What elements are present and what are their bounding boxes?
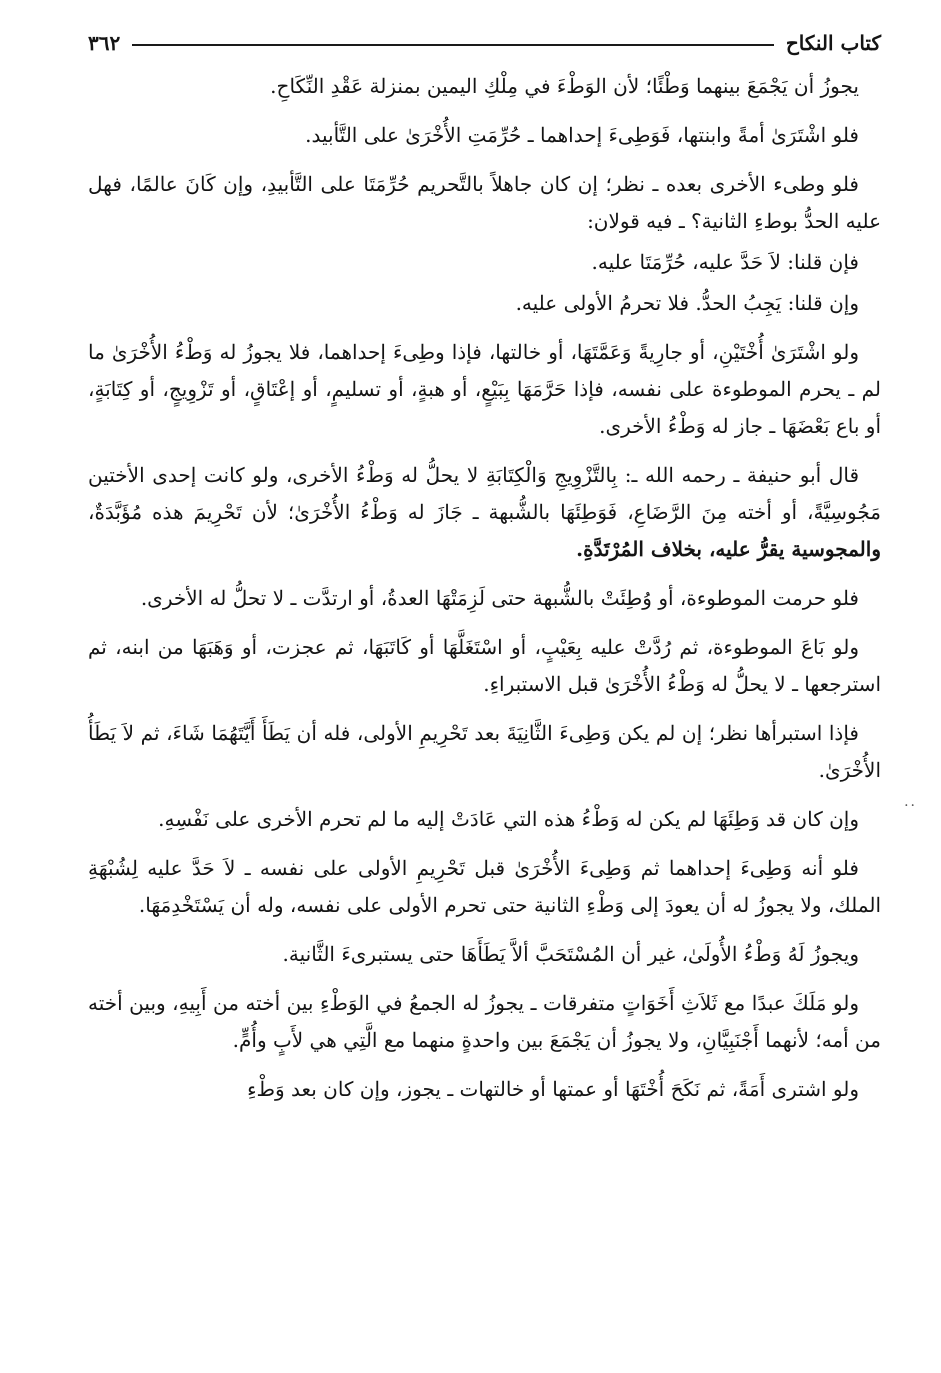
paragraph: فلو أنه وَطِىءَ إحداهما ثم وَطِىءَ الأُخْرَىٰ قبل تَحْرِيمِ الأولى على نفسه ـ لاَ حَدَّ عليه لِشُبْهَةِ الملك، ولا يجوزُ له أن يعودَ إلى وَطْءِ الثانية حتى تحرم الأولى على نفسه، وله أن يَسْتَخْدِمَهَا. (88, 856, 881, 917)
paragraph: فلو حرمت الموطوءة، أو وُطِئَتْ بالشُّبهة حتى لَزِمَتْهَا العدةُ، أو ارتدَّت ـ لا تحلُّ له الأخرى. (140, 586, 859, 610)
paragraph (88, 457, 881, 568)
paragraph: فإن قلنا: لاَ حَدَّ عليه، حُرِّمَتَا عليه. (591, 250, 859, 274)
page-body (88, 68, 881, 1120)
paragraph: فإذا استبرأها نظر؛ إن لم يكن وَطِىءَ الثَّانِيَةَ بعد تَحْرِيمِ الأولى، فله أن يَطَأَ أَيَّتَهُمَا شَاءَ، ثم لاَ يَطَأُ الأُخْرَىٰ. (88, 721, 881, 782)
paragraph: فلو وطىء الأخرى بعده ـ نظر؛ إن كان جاهلاً بالتَّحريم حُرِّمَتَا على التَّأبيدِ، وإن كَانَ عالمًا، فهل عليه الحدُّ بوطءِ الثانية؟ ـ فيه قولان: (88, 172, 881, 233)
margin-mark: ·· (904, 798, 917, 814)
paragraph: وإن كان قد وَطِئَهَا لم يكن له وَطْءُ هذه التي عَادَتْ إليه ما لم تحرم الأخرى على نَفْسِهِ. (158, 807, 859, 831)
paragraph-text: قال أبو حنيفة ـ رحمه الله ـ: بِالتَّزْوِيجِ وَالْكِتَابَةِ لا يحلُّ له وَطْءُ الأخرى، ولو كانت إحدى الأختين مَجُوسِيَّةً، أو أخته مِنَ الرَّضَاعِ، فَوَطِئَهَا بالشُّبهة ـ جَازَ له وَطْءُ الأُخْرَىٰ؛ لأن تَحْرِيمَ هذه مُؤَبَّدَةٌ، (88, 463, 881, 524)
paragraph: ولو بَاعَ الموطوءة، ثم رُدَّتْ عليه بِعَيْبٍ، أو اسْتَغَلَّهَا أو كَاتَبَهَا، ثم عجزت، أو وَهَبَهَا من ابنه، ثم استرجعها ـ لا يحلُّ له وَطْءُ الأُخْرَىٰ قبل الاستبراءِ. (88, 635, 881, 696)
paragraph: ولو اشترى أَمَةً، ثم نَكَحَ أُخْتَهَا أو عمتها أو خالتهات ـ يجوز، وإن كان بعد وَطْءِ (247, 1077, 859, 1101)
page-header (88, 26, 881, 60)
paragraph: ولو اشْتَرَىٰ أُخْتَيْنِ، أو جارِيةً وَعَمَّتَهَا، أو خالتها، فإذا وطِىءَ إحداهما، فلا يجوزُ له وَطْءُ الأُخْرَىٰ ما لم ـ يحرم الموطوءة على نفسه، فإذا حَرَّمَهَا بِبَيْعٍ، أو هبةٍ، أو تسليمٍ، أو إعْتَاقٍ، أو تَزْوِيجٍ، أو كِتَابَةٍ، أو باع بَعْضَهَا ـ جاز له وَطْءُ الأخرى. (88, 340, 881, 438)
page-number: ٣٦٢ (88, 31, 121, 55)
paragraph: ولو مَلَكَ عبدًا مع ثَلاَثِ أَخَوَاتٍ متفرقات ـ يجوزُ له الجمعُ في الوَطْءِ بين أخته من أَبِيهِ، وبين أخته من أمه؛ لأنهما أَجْنَبِيَّانِ، ولا يجوزُ أن يَجْمَعَ بين واحدةٍ منهما مع الَّتِي هي لأَبٍ وأُمٍّ. (88, 991, 881, 1052)
paragraph: يجوزُ أن يَجْمَعَ بينهما وَطْئًا؛ لأن الوَطْءَ في مِلْكِ اليمين بمنزلة عَقْدِ النِّكَاحِ. (270, 74, 859, 98)
paragraph: وإن قلنا: يَجِبُ الحدُّ. فلا تحرمُ الأولى عليه. (515, 291, 859, 315)
chapter-title: كتاب النكاح (785, 31, 881, 55)
paragraph: فلو اشْتَرَىٰ أمةً وابنتها، فَوَطِىءَ إحداهما ـ حُرِّمَتِ الأُخْرَىٰ على التَّأبيد. (305, 123, 859, 147)
paragraph: ويجوزُ لَهُ وَطْءُ الأُولَىٰ، غير أن المُسْتَحَبَّ ألاَّ يَطَأَهَا حتى يستبرىءَ الثَّانية. (282, 942, 859, 966)
paragraph-bold-text: والمجوسية يقرُّ عليه، بخلاف المُرْتَدَّةِ. (576, 537, 881, 561)
header-rule (132, 44, 774, 46)
